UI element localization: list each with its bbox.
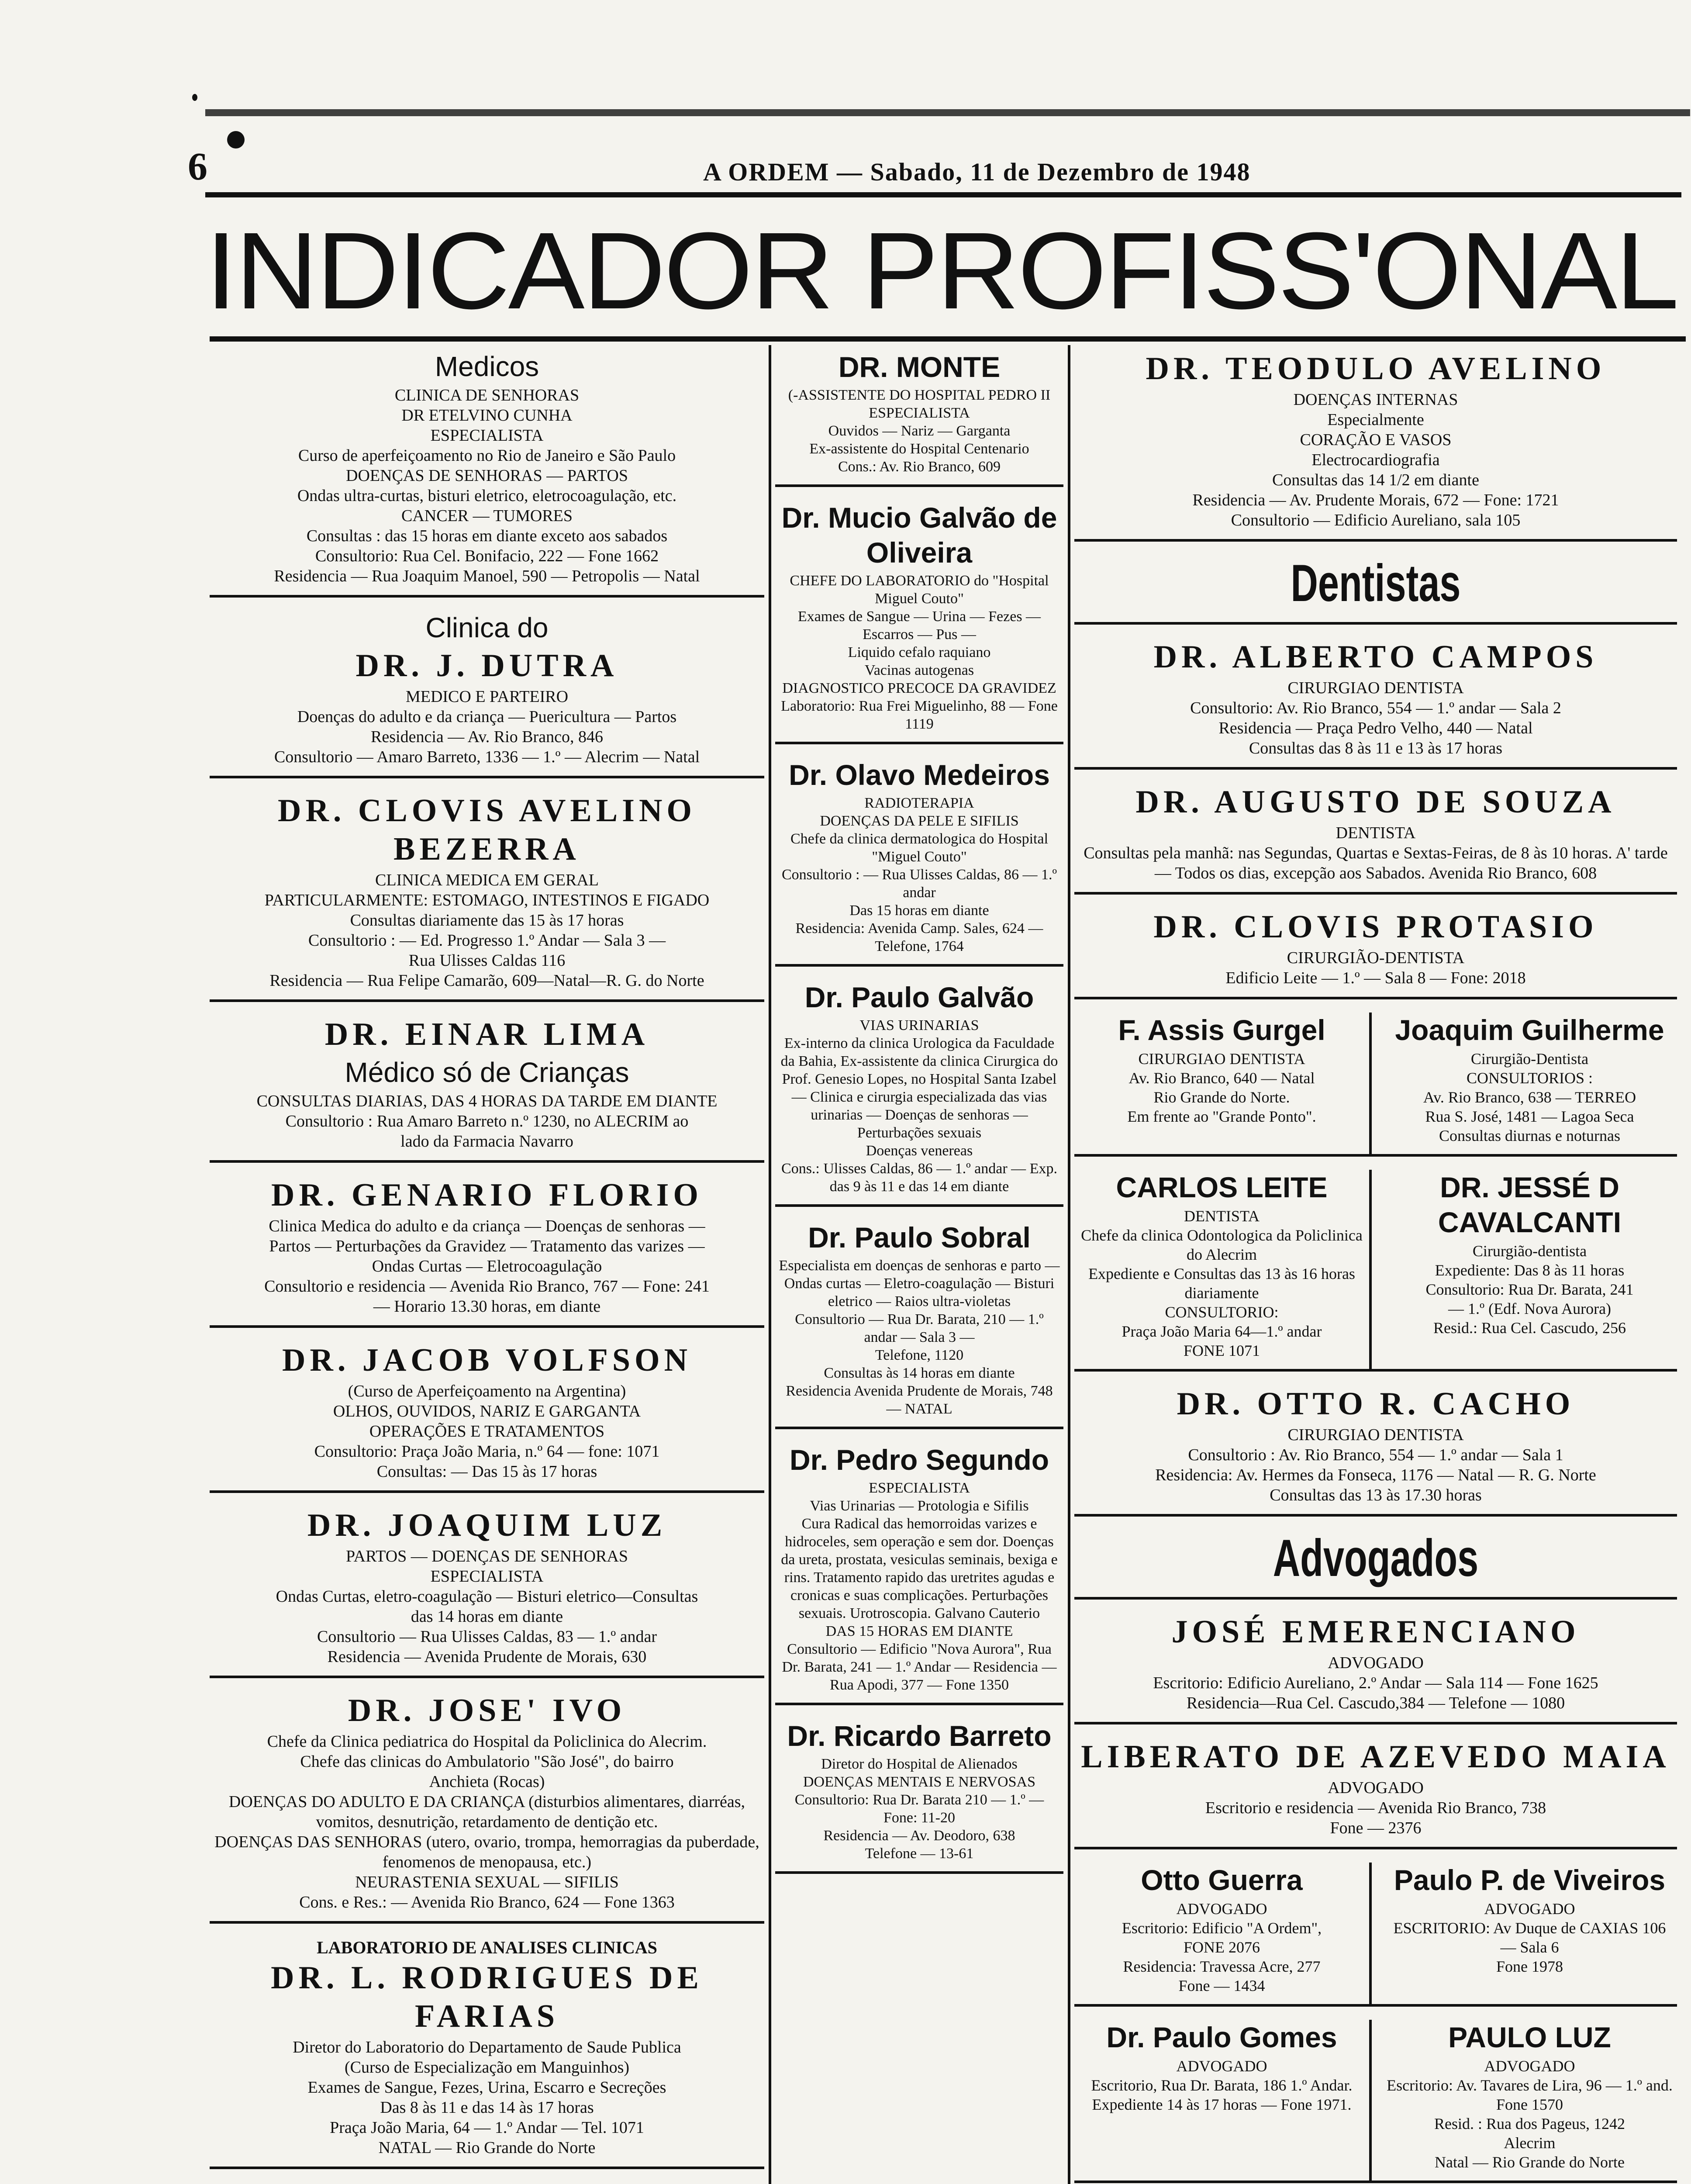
listing-line: Consultorio — Amaro Barreto, 1336 — 1.º — Alecrim — Natal — [274, 748, 700, 766]
listing-line: Residencia — Av. Rio Branco, 846 — [371, 728, 603, 746]
listing-line: NEURASTENIA SEXUAL — SIFILIS — [355, 1873, 619, 1891]
listing-line: Consultas: — Das 15 às 17 horas — [376, 1462, 597, 1481]
listing-block — [775, 1220, 1063, 1429]
listing-line: (Curso de Aperfeiçoamento na Argentina) — [348, 1382, 626, 1400]
listing-line: ADVOGADO — [1176, 1900, 1267, 1918]
listing-line: Consultorio: Rua Dr. Barata 210 — 1.º — Fone: 11-20 — [794, 1792, 1044, 1826]
listing-block — [1074, 1863, 1372, 2004]
listing-block — [775, 980, 1063, 1207]
listing-line: Ondas Curtas — Eletrocoagulação — [372, 1257, 602, 1275]
listing-name: DR. EINAR LIMA — [324, 1016, 649, 1052]
listing-line: DAS 15 HORAS EM DIANTE — [825, 1623, 1013, 1639]
listing-line: Praça João Maria, 64 — 1.º Andar — Tel. 1071 — [330, 2118, 644, 2137]
column-divider — [1068, 345, 1070, 2184]
listing-line: Partos — Perturbações da Gravidez — Tratamento das varizes — — [269, 1237, 705, 1255]
listing-line: Fone 1978 — [1496, 1958, 1563, 1975]
listing-line: ADVOGADO — [1176, 2057, 1267, 2075]
listing-line: Escritorio: Edificio "A Ordem", — [1122, 1919, 1322, 1937]
listing-block — [1382, 1863, 1677, 2004]
listing-block — [1074, 783, 1677, 895]
listing-line: VIAS URINARIAS — [859, 1017, 979, 1033]
listing-line: Diretor do Hospital de Alienados — [821, 1756, 1018, 1772]
listing-block — [775, 1718, 1063, 1874]
listing-name: DR. CLOVIS AVELINO BEZERRA — [278, 793, 696, 867]
listing-line: Escritorio, Rua Dr. Barata, 186 1.º Andar. — [1091, 2077, 1353, 2094]
listing-line: (-ASSISTENTE DO HOSPITAL PEDRO II — [788, 387, 1051, 403]
listing-line: Residencia — Avenida Prudente de Morais, 630 — [327, 1648, 647, 1666]
listing-line: Residencia: Av. Hermes da Fonseca, 1176 — Natal — R. G. Norte — [1155, 1466, 1596, 1484]
listing-line: CONSULTAS DIARIAS, DAS 4 HORAS DA TARDE EM DIANTE — [256, 1092, 718, 1110]
listing-line: CIRURGIAO DENTISTA — [1138, 1050, 1305, 1068]
listing-name: DR. TEODULO AVELINO — [1146, 351, 1606, 387]
listing-block — [210, 1691, 764, 1924]
section-banner: INDICADOR PROFISS'ONAL — [205, 210, 1677, 332]
listing-pair — [1074, 2020, 1677, 2183]
listing-line: MEDICO E PARTEIRO — [405, 688, 569, 706]
listing-line: Consultas pela manhã: nas Segundas, Quartas e Sextas-Feiras, de 8 às 10 horas. A' tarde — Todos os dias, excepção aos Sabados. Avenida Rio Branco, 608 — [1084, 844, 1668, 882]
listing-line: Cons. e Res.: — Avenida Rio Branco, 624 — Fone 1363 — [299, 1893, 675, 1911]
listing-name: Dr. Pedro Segundo — [789, 1444, 1049, 1476]
listing-line: Ouvidos — Nariz — Garganta — [828, 423, 1011, 439]
listing-name: PAULO LUZ — [1448, 2021, 1611, 2053]
listing-line: ESPECIALISTA — [430, 1567, 544, 1586]
listing-line: Clinica Medica do adulto e da criança — Doenças de senhoras — — [269, 1217, 705, 1235]
listing-block — [1382, 1170, 1677, 1369]
listing-name: DR. CLOVIS PROTASIO — [1153, 909, 1598, 945]
listing-block — [210, 1015, 764, 1163]
listing-line: lado da Farmacia Navarro — [400, 1132, 573, 1151]
listing-line: CONSULTORIOS : — [1466, 1069, 1593, 1087]
column-medicos — [210, 349, 764, 2184]
listing-line: Expediente: Das 8 às 11 horas — [1435, 1261, 1625, 1279]
listing-line: Residencia: Avenida Camp. Sales, 624 — Telefone, 1764 — [795, 920, 1043, 954]
listing-block — [210, 1341, 764, 1493]
top-ink-rule — [205, 109, 1690, 116]
listing-line: DOENÇAS DAS SENHORAS (utero, ovario, trompa, hemorragias da puberdade, fenomenos de menopausa, etc.) — [214, 1833, 759, 1871]
listing-block — [1074, 1613, 1677, 1724]
listing-pair — [1074, 1013, 1677, 1157]
listing-line: Fone — 1434 — [1178, 1977, 1265, 1994]
listing-line: Av. Rio Branco, 640 — Natal — [1128, 1069, 1315, 1087]
listing-pre: LABORATORIO DE ANALISES CLINICAS — [317, 1938, 657, 1957]
listing-line: Das 15 horas em diante — [849, 902, 989, 919]
listing-line: Laboratorio: Rua Frei Miguelinho, 88 — Fone 1119 — [781, 698, 1058, 732]
listing-line: Diretor do Laboratorio do Departamento de Saude Publica — [293, 2038, 681, 2056]
listing-name: DR. MONTE — [838, 351, 1001, 383]
listing-block — [210, 1937, 764, 2169]
listing-line: FONE 2076 — [1183, 1939, 1260, 1956]
listing-line: CLINICA MEDICA EM GERAL — [375, 871, 599, 889]
listing-line: Cirurgião-dentista — [1472, 1242, 1587, 1260]
listing-line: Especialista em doenças de senhoras e parto — Ondas curtas — Eletro-coagulação — Bisturi eletrico — Raios ultra-violetas — [779, 1258, 1060, 1310]
listing-line: RADIOTERAPIA — [864, 795, 974, 811]
listing-line: Expediente e Consultas das 13 às 16 horas diariamente — [1088, 1265, 1355, 1302]
listing-line: Vacinas autogenas — [864, 662, 974, 678]
section-heading: Advogados — [1273, 1529, 1479, 1587]
listing-line: Especialmente — [1327, 411, 1424, 429]
listing-block — [775, 1442, 1063, 1705]
listing-pair — [1074, 1170, 1677, 1372]
listing-block — [775, 349, 1063, 487]
listing-line: Edificio Leite — 1.º — Sala 8 — Fone: 2018 — [1225, 969, 1526, 987]
listing-line: Consultorio: Rua Dr. Barata, 241 — [1425, 1281, 1634, 1298]
listing-name: F. Assis Gurgel — [1118, 1014, 1325, 1046]
listing-block — [1074, 1013, 1372, 1154]
listing-line: Vias Urinarias — Protologia e Sifilis — [810, 1498, 1029, 1514]
listing-line: Rua Ulisses Caldas 116 — [408, 951, 566, 970]
listing-line: Consultorio: Rua Cel. Bonifacio, 222 — Fone 1662 — [315, 547, 659, 565]
listing-name: Dr. Paulo Gomes — [1106, 2021, 1337, 2053]
listing-line: Consultorio: Av. Rio Branco, 554 — 1.º andar — Sala 2 — [1190, 699, 1561, 717]
listing-line: ESCRITORIO: Av Duque de CAXIAS 106 — Sala 6 — [1393, 1919, 1666, 1956]
page-number: 6 — [188, 145, 208, 188]
listing-line: Natal — Rio Grande do Norte — [1435, 2153, 1625, 2171]
listing-line: Rua S. José, 1481 — Lagoa Seca — [1425, 1108, 1634, 1125]
listing-block — [210, 1506, 764, 1678]
listing-line: CORAÇÃO E VASOS — [1300, 431, 1452, 449]
listing-name: DR. AUGUSTO DE SOUZA — [1135, 784, 1616, 820]
listing-line: Escritorio e residencia — Avenida Rio Branco, 738 — [1205, 1799, 1546, 1817]
listing-name: Dr. Ricardo Barreto — [787, 1720, 1052, 1752]
listing-line: Residencia — Av. Prudente Morais, 672 — Fone: 1721 — [1192, 491, 1559, 509]
listing-line: CLINICA DE SENHORAS — [394, 386, 580, 404]
listing-line: Consultorio — Edificio Aureliano, sala 105 — [1231, 511, 1521, 529]
listing-line: Escritorio: Edificio Aureliano, 2.º Andar — Sala 114 — Fone 1625 — [1153, 1674, 1598, 1692]
listing-line: Consultorio : Av. Rio Branco, 554 — 1.º andar — Sala 1 — [1188, 1446, 1563, 1464]
listing-name: Joaquim Guilherme — [1395, 1014, 1664, 1046]
listing-line: CIRURGIAO DENTISTA — [1287, 679, 1464, 697]
listing-line: Doenças do adulto e da criança — Puericultura — Partos — [297, 708, 677, 726]
listing-line: Chefe da clinica dermatologica do Hospital "Miguel Couto" — [790, 831, 1049, 865]
listing-line: Em frente ao "Grande Ponto". — [1127, 1108, 1316, 1125]
listing-line: OPERAÇÕES E TRATAMENTOS — [369, 1422, 605, 1441]
listing-line: CIRURGIÃO-DENTISTA — [1287, 949, 1465, 967]
listing-line: Expediente 14 às 17 horas — Fone 1971. — [1092, 2096, 1352, 2113]
listing-line: Consultorio — Rua Ulisses Caldas, 83 — 1.º andar — [317, 1628, 657, 1646]
listing-block — [775, 757, 1063, 967]
listing-line: Resid.: Rua Cel. Cascudo, 256 — [1433, 1319, 1626, 1337]
listing-name: Dr. Mucio Galvão de Oliveira — [781, 501, 1057, 569]
listing-line: Cirurgião-Dentista — [1470, 1050, 1589, 1068]
listing-line: Ex-assistente do Hospital Centenario — [809, 441, 1029, 457]
listing-line: Consultas diariamente das 15 às 17 horas — [350, 911, 624, 930]
listing-line: ADVOGADO — [1484, 2057, 1575, 2075]
listing-block — [210, 791, 764, 1002]
listing-line: Consultas das 14 1/2 em diante — [1272, 471, 1479, 489]
listing-line: — 1.º (Edf. Nova Aurora) — [1448, 1300, 1612, 1317]
listing-block — [1074, 1738, 1677, 1849]
listing-line: Cons.: Ulisses Caldas, 86 — 1.º andar — Exp. das 9 às 11 e das 14 em diante — [781, 1161, 1057, 1195]
listing-block — [210, 349, 764, 598]
listing-line: PARTOS — DOENÇAS DE SENHORAS — [346, 1547, 628, 1565]
listing-block — [210, 611, 764, 778]
listing-line: Escritorio: Av. Tavares de Lira, 96 — 1.º and. Fone 1570 — [1387, 2077, 1673, 2113]
listing-line: DOENÇAS DA PELE E SIFILIS — [820, 813, 1019, 829]
listing-block — [1074, 1530, 1677, 1600]
listing-line: DOENÇAS MENTAIS E NERVOSAS — [803, 1774, 1035, 1790]
listing-line: Chefe das clinicas do Ambulatorio "São José", do bairro — [300, 1752, 674, 1771]
listing-line: Anchieta (Rocas) — [429, 1773, 545, 1791]
listing-line: Cons.: Av. Rio Branco, 609 — [838, 459, 1001, 475]
listing-line: Consultas das 8 às 11 e 13 às 17 horas — [1249, 739, 1503, 757]
listing-line: NATAL — Rio Grande do Norte — [378, 2139, 596, 2157]
listing-line: Fone — 2376 — [1330, 1819, 1422, 1837]
listing-line: DENTISTA — [1184, 1207, 1260, 1225]
listing-block — [1074, 1170, 1372, 1369]
listing-line: ADVOGADO — [1328, 1654, 1424, 1672]
listing-block — [1382, 2020, 1677, 2181]
listing-line: Resid. : Rua dos Pageus, 1242 — [1434, 2115, 1625, 2132]
listing-line: Consultorio — Rua Dr. Barata, 210 — 1.º andar — Sala 3 — — [795, 1311, 1044, 1345]
listing-block — [1074, 908, 1677, 999]
listing-line: Das 8 às 11 e das 14 às 17 horas — [380, 2098, 594, 2117]
listing-line: Consultorio : — Ed. Progresso 1.º Andar — Sala 3 — — [308, 931, 666, 950]
ink-smudge — [192, 94, 197, 101]
listing-block — [1074, 638, 1677, 770]
listing-line: Chefe da Clinica pediatrica do Hospital da Policlinica do Alecrim. — [267, 1732, 707, 1751]
listing-line: Cura Radical das hemorroidas varizes e hidroceles, sem operação e sem dor. Doenças da ureta, prostata, vesiculas seminais, bexiga e rins. Tratamento rapido das uretrites agudas e cronicas e suas complicações. Perturbações sexuais. Urotroscopia. Galvano Cauterio — [781, 1516, 1058, 1621]
listing-line: Consultorio — Edificio "Nova Aurora", Rua Dr. Barata, 241 — 1.º Andar — Residencia — Rua Apodi, 377 — Fone 1350 — [782, 1641, 1057, 1693]
listing-line: ESPECIALISTA — [869, 405, 970, 421]
listing-line: das 14 horas em diante — [411, 1607, 563, 1626]
listing-line: Alecrim — [1504, 2134, 1556, 2152]
listing-line: CONSULTORIO: — [1165, 1303, 1279, 1321]
listing-name: DR. JOSE' IVO — [348, 1693, 626, 1728]
listing-line: Consultorio : Rua Amaro Barreto n.º 1230, no ALECRIM ao — [285, 1112, 689, 1130]
listing-name: DR. JOAQUIM LUZ — [307, 1507, 667, 1543]
listing-line: DOENÇAS INTERNAS — [1293, 390, 1458, 409]
listing-line: Rio Grande do Norte. — [1153, 1089, 1290, 1106]
listing-line: Liquido cefalo raquiano — [848, 644, 991, 660]
listing-line: ADVOGADO — [1328, 1779, 1424, 1797]
listing-name: JOSÉ EMERENCIANO — [1171, 1614, 1580, 1650]
listing-line: FONE 1071 — [1183, 1342, 1260, 1359]
listing-name: DR. ALBERTO CAMPOS — [1153, 639, 1598, 675]
listing-line: ESPECIALISTA — [869, 1480, 970, 1496]
listing-line: DIAGNOSTICO PRECOCE DA GRAVIDEZ — [782, 680, 1056, 696]
listing-line: Residencia — Rua Felipe Camarão, 609—Natal—R. G. do Norte — [269, 971, 704, 990]
listing-block — [1074, 1385, 1677, 1517]
listing-line: OLHOS, OUVIDOS, NARIZ E GARGANTA — [333, 1402, 641, 1420]
listing-line: CIRURGIAO DENTISTA — [1287, 1426, 1464, 1444]
listing-line: Ondas Curtas, eletro-coagulação — Bisturi eletrico—Consultas — [276, 1587, 698, 1606]
listing-line: Residencia: Travessa Acre, 277 — [1123, 1958, 1321, 1975]
listing-line: Av. Rio Branco, 638 — TERREO — [1423, 1089, 1636, 1106]
listing-line: Electrocardiografia — [1311, 451, 1440, 469]
listing-line: DOENÇAS DE SENHORAS — PARTOS — [346, 467, 628, 485]
listing-line: Ondas ultra-curtas, bisturi eletrico, eletrocoagulação, etc. — [297, 487, 677, 505]
listing-line: Exames de Sangue — Urina — Fezes — Escarros — Pus — — [797, 608, 1041, 643]
listing-line: Doenças venereas — [866, 1143, 973, 1159]
listing-line: Consultas das 13 às 17.30 horas — [1270, 1486, 1482, 1504]
listing-block — [1074, 349, 1677, 542]
listing-block — [210, 1176, 764, 1328]
listing-name: DR. L. RODRIGUES DE FARIAS — [271, 1960, 703, 2034]
ink-smudge — [227, 131, 245, 149]
listing-line: Curso de aperfeiçoamento no Rio de Janeiro e São Paulo — [298, 446, 676, 465]
listing-name: DR. JESSÉ D CAVALCANTI — [1438, 1171, 1622, 1238]
column-divider — [769, 345, 771, 2184]
listing-name: DR. OTTO R. CACHO — [1177, 1386, 1575, 1422]
listing-line: Residencia — Rua Joaquim Manoel, 590 — Petropolis — Natal — [274, 567, 700, 585]
listing-line: ADVOGADO — [1484, 1900, 1575, 1918]
listing-block — [1382, 1013, 1677, 1154]
column-medicos-2 — [775, 349, 1063, 2184]
listing-name: LIBERATO DE AZEVEDO MAIA — [1081, 1739, 1670, 1775]
listing-name: CARLOS LEITE — [1116, 1171, 1328, 1203]
listing-line: DENTISTA — [1336, 824, 1416, 842]
listing-line: DOENÇAS DO ADULTO E DA CRIANÇA (disturbios alimentares, diarréas, vomitos, desnutrição, retardamento de dentição etc. — [228, 1793, 745, 1831]
listing-pair — [1074, 1863, 1677, 2007]
listing-block — [1074, 2020, 1372, 2181]
listing-line: Praça João Maria 64—1.º andar — [1122, 1323, 1322, 1340]
listing-name: DR. J. DUTRA — [355, 648, 618, 684]
listing-name: DR. GENARIO FLORIO — [271, 1177, 703, 1213]
listing-block — [1074, 555, 1677, 625]
listing-block — [210, 2182, 764, 2184]
listing-line: Residencia Avenida Prudente de Morais, 748 — NATAL — [786, 1383, 1053, 1417]
listing-line: Exames de Sangue, Fezes, Urina, Escarro e Secreções — [307, 2078, 666, 2097]
listing-line: Telefone, 1120 — [875, 1347, 964, 1363]
listing-line: Telefone — 13-61 — [865, 1845, 974, 1862]
section-heading: Dentistas — [1291, 554, 1461, 612]
listing-name — [213, 2182, 761, 2184]
listing-line: Residencia — Av. Deodoro, 638 — [823, 1828, 1015, 1844]
listing-line: CANCER — TUMORES — [401, 507, 573, 525]
listing-line: Consultas às 14 horas em diante — [824, 1365, 1015, 1381]
running-head-text: A ORDEM — Sabado, 11 de Dezembro de 1948 — [703, 158, 1251, 186]
listing-line: (Curso de Especialização em Manguinhos) — [344, 2058, 630, 2077]
listing-block — [775, 500, 1063, 744]
listing-name: Dr. Paulo Galvão — [804, 981, 1034, 1013]
listing-name: Otto Guerra — [1141, 1864, 1303, 1896]
listing-title: Medicos — [435, 351, 539, 382]
listing-line: Consultas : das 15 horas em diante exceto aos sabados — [306, 527, 668, 545]
listing-line: Residencia — Praça Pedro Velho, 440 — Natal — [1218, 719, 1533, 737]
listing-line: DR ETELVINO CUNHA — [401, 406, 573, 425]
listing-line: Ex-interno da clinica Urologica da Faculdade da Bahia, Ex-assistente da clinica Cirurgica do Prof. Genesio Lopes, no Hospital Santa Izabel — Clinica e cirurgia especializada das vias urinarias — Doenças de senhoras — Perturbações sexuais — [780, 1035, 1058, 1141]
listing-title: Clinica do — [425, 612, 549, 643]
banner-rule — [210, 336, 1686, 342]
listing-subtitle: Médico só de Crianças — [345, 1057, 629, 1088]
listing-name: Dr. Paulo Sobral — [808, 1221, 1031, 1254]
listing-line: Consultorio : — Rua Ulisses Caldas, 86 — 1.º andar — [781, 867, 1057, 901]
listing-name: Dr. Olavo Medeiros — [789, 759, 1050, 791]
header-rule — [205, 192, 1681, 197]
listing-name: Paulo P. de Viveiros — [1394, 1864, 1666, 1896]
listing-line: Residencia—Rua Cel. Cascudo,384 — Telefone — 1080 — [1186, 1694, 1565, 1712]
listing-line: PARTICULARMENTE: ESTOMAGO, INTESTINOS E FIGADO — [264, 891, 710, 909]
listing-line: Consultorio e residencia — Avenida Rio Branco, 767 — Fone: 241 — [264, 1277, 710, 1296]
listing-line: — Horario 13.30 horas, em diante — [373, 1297, 601, 1316]
column-dentistas-advogados — [1074, 349, 1677, 2184]
listing-line: ESPECIALISTA — [430, 426, 544, 445]
listing-line: CHEFE DO LABORATORIO do "Hospital Miguel Couto" — [790, 573, 1049, 607]
listing-line: Consultorio: Praça João Maria, n.º 64 — fone: 1071 — [314, 1442, 660, 1461]
listing-line: Consultas diurnas e noturnas — [1439, 1127, 1620, 1144]
listing-name: DR. JACOB VOLFSON — [282, 1342, 692, 1378]
listing-line: Chefe da clinica Odontologica da Policlinica do Alecrim — [1081, 1227, 1363, 1263]
